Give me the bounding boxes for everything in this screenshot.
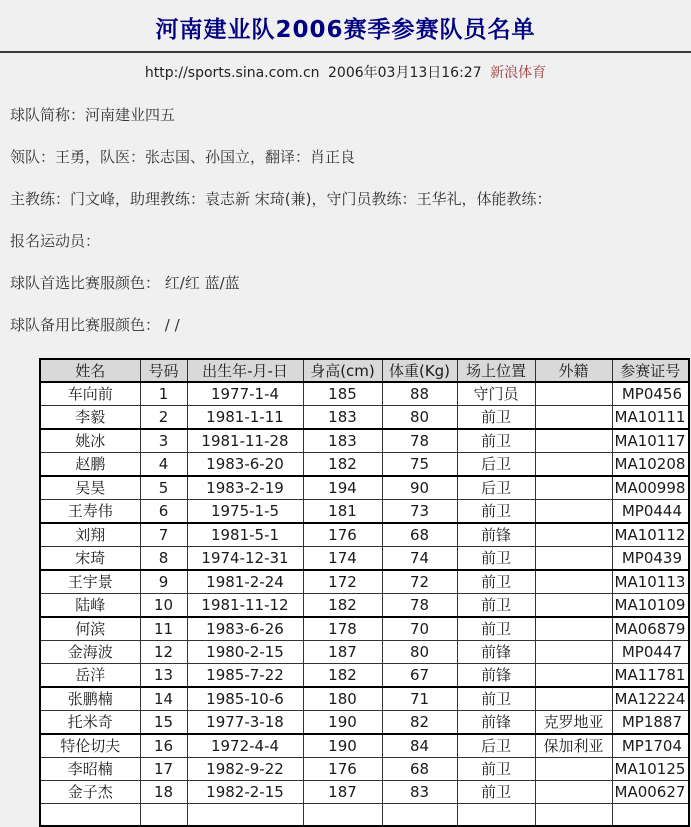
cell-reg-no: MP1887 [612,711,689,735]
cell-weight: 68 [382,758,457,781]
cell-weight: 83 [382,781,457,804]
cell-height: 182 [303,453,382,477]
cell-position: 前卫 [457,406,535,430]
table-row [40,429,689,453]
column-header-birth-date: 出生年-月-日 [187,359,303,382]
cell-position: 后卫 [457,476,535,500]
cell-reg-no: MA10125 [612,758,689,781]
cell-name: 刘翔 [40,523,140,547]
cell-weight: 88 [382,382,457,406]
cell-birth-date: 1981-2-24 [187,570,303,594]
cell-position: 前卫 [457,547,535,571]
column-header-name: 姓名 [40,359,140,382]
cell-nationality: 克罗地亚 [535,711,612,735]
cell-birth-date: 1975-1-5 [187,500,303,524]
column-header-height: 身高(cm) [303,359,382,382]
cell-empty [535,804,612,826]
cell-weight: 78 [382,594,457,618]
cell-name: 赵鹏 [40,453,140,477]
cell-reg-no: MA11781 [612,664,689,688]
team-info [0,106,691,334]
publish-datetime: 2006年03月13日16:27 [328,65,482,81]
cell-birth-date: 1980-2-15 [187,641,303,664]
cell-weight: 73 [382,500,457,524]
cell-name: 姚冰 [40,429,140,453]
cell-reg-no: MA10109 [612,594,689,618]
cell-nationality [535,664,612,688]
roster-table [39,358,690,827]
cell-reg-no: MA10117 [612,429,689,453]
cell-position: 前卫 [457,781,535,804]
cell-name: 特伦切夫 [40,734,140,758]
cell-weight: 74 [382,547,457,571]
table-row [40,617,689,641]
table-row [40,664,689,688]
cell-weight: 90 [382,476,457,500]
cell-number: 2 [140,406,187,430]
cell-name: 何滨 [40,617,140,641]
cell-birth-date: 1981-11-28 [187,429,303,453]
cell-number: 3 [140,429,187,453]
cell-position: 前锋 [457,664,535,688]
cell-name: 吴昊 [40,476,140,500]
cell-number: 18 [140,781,187,804]
cell-number: 10 [140,594,187,618]
cell-birth-date: 1981-5-1 [187,523,303,547]
cell-reg-no: MP0444 [612,500,689,524]
cell-height: 185 [303,382,382,406]
cell-empty [187,804,303,826]
cell-position: 前锋 [457,711,535,735]
table-row [40,734,689,758]
cell-reg-no: MA06879 [612,617,689,641]
cell-birth-date: 1983-6-26 [187,617,303,641]
cell-name: 托米奇 [40,711,140,735]
table-row [40,406,689,430]
cell-weight: 80 [382,406,457,430]
cell-position: 前锋 [457,523,535,547]
cell-weight: 80 [382,641,457,664]
cell-height: 174 [303,547,382,571]
table-row [40,641,689,664]
table-row [40,781,689,804]
backup-kit-colors-line: 球队备用比赛服颜色： / / [10,316,180,334]
cell-reg-no: MA10113 [612,570,689,594]
cell-birth-date: 1977-1-4 [187,382,303,406]
cell-name: 王寿伟 [40,500,140,524]
cell-number: 5 [140,476,187,500]
cell-empty [612,804,689,826]
title-bar [0,0,691,51]
cell-height: 190 [303,734,382,758]
cell-position: 前卫 [457,429,535,453]
cell-position: 前卫 [457,758,535,781]
cell-name: 陆峰 [40,594,140,618]
cell-height: 194 [303,476,382,500]
cell-position: 后卫 [457,734,535,758]
cell-weight: 72 [382,570,457,594]
cell-weight: 84 [382,734,457,758]
column-header-position: 场上位置 [457,359,535,382]
table-row [40,523,689,547]
cell-nationality [535,453,612,477]
cell-reg-no: MA10112 [612,523,689,547]
cell-name: 王宇景 [40,570,140,594]
cell-name: 金海波 [40,641,140,664]
column-header-number: 号码 [140,359,187,382]
source-url: http://sports.sina.com.cn [144,65,320,81]
cell-weight: 68 [382,523,457,547]
cell-height: 182 [303,664,382,688]
cell-reg-no: MA00627 [612,781,689,804]
cell-empty [457,804,535,826]
cell-height: 172 [303,570,382,594]
table-row [40,547,689,571]
cell-name: 岳洋 [40,664,140,688]
cell-number: 1 [140,382,187,406]
cell-nationality [535,594,612,618]
cell-birth-date: 1972-4-4 [187,734,303,758]
cell-nationality [535,523,612,547]
cell-number: 16 [140,734,187,758]
cell-reg-no: MP0439 [612,547,689,571]
cell-height: 187 [303,641,382,664]
cell-weight: 67 [382,664,457,688]
cell-position: 守门员 [457,382,535,406]
cell-reg-no: MP1704 [612,734,689,758]
cell-weight: 82 [382,711,457,735]
cell-height: 181 [303,500,382,524]
table-row [40,500,689,524]
title-divider [0,51,691,53]
cell-reg-no: MA00998 [612,476,689,500]
cell-number: 12 [140,641,187,664]
cell-nationality [535,406,612,430]
table-row [40,382,689,406]
cell-reg-no: MA12224 [612,687,689,711]
cell-empty [382,804,457,826]
column-header-reg-no: 参赛证号 [612,359,689,382]
cell-name: 李昭楠 [40,758,140,781]
cell-empty [40,804,140,826]
cell-weight: 70 [382,617,457,641]
primary-kit-colors-line: 球队首选比赛服颜色： 红/红 蓝/蓝 [10,274,240,292]
cell-nationality: 保加利亚 [535,734,612,758]
cell-birth-date: 1985-10-6 [187,687,303,711]
cell-height: 180 [303,687,382,711]
cell-empty [140,804,187,826]
cell-weight: 78 [382,429,457,453]
cell-name: 宋琦 [40,547,140,571]
cell-number: 4 [140,453,187,477]
team-short-name-line: 球队简称：河南建业四五 [10,106,176,124]
cell-birth-date: 1985-7-22 [187,664,303,688]
cell-nationality [535,500,612,524]
cell-height: 183 [303,406,382,430]
cell-height: 176 [303,758,382,781]
cell-number: 9 [140,570,187,594]
cell-weight: 75 [382,453,457,477]
cell-birth-date: 1974-12-31 [187,547,303,571]
cell-nationality [535,617,612,641]
cell-birth-date: 1981-11-12 [187,594,303,618]
table-row [40,570,689,594]
cell-number: 14 [140,687,187,711]
cell-nationality [535,687,612,711]
cell-birth-date: 1983-6-20 [187,453,303,477]
cell-height: 176 [303,523,382,547]
cell-reg-no: MP0456 [612,382,689,406]
table-row [40,711,689,735]
cell-reg-no: MA10208 [612,453,689,477]
column-header-nationality: 外籍 [535,359,612,382]
cell-number: 17 [140,758,187,781]
team-leader-line: 领队：王勇，队医：张志国、孙国立，翻译：肖正良 [10,148,356,166]
coaches-line: 主教练：门文峰，助理教练：袁志新 宋琦(兼)，守门员教练：王华礼，体能教练： [10,190,552,208]
cell-birth-date: 1977-3-18 [187,711,303,735]
cell-position: 前卫 [457,687,535,711]
cell-nationality [535,476,612,500]
table-row [40,453,689,477]
article-meta [0,65,691,82]
cell-height: 187 [303,781,382,804]
page-title: 河南建业队2006赛季参赛队员名单 [155,17,536,43]
cell-position: 后卫 [457,453,535,477]
cell-reg-no: MP0447 [612,641,689,664]
cell-number: 11 [140,617,187,641]
table-row [40,687,689,711]
cell-nationality [535,758,612,781]
cell-height: 182 [303,594,382,618]
column-header-weight: 体重(Kg) [382,359,457,382]
cell-position: 前锋 [457,641,535,664]
cell-birth-date: 1982-9-22 [187,758,303,781]
table-row [40,476,689,500]
cell-nationality [535,641,612,664]
cell-name: 李毅 [40,406,140,430]
cell-reg-no: MA10111 [612,406,689,430]
cell-birth-date: 1982-2-15 [187,781,303,804]
cell-nationality [535,429,612,453]
cell-name: 金子杰 [40,781,140,804]
registered-players-line: 报名运动员： [10,232,101,250]
cell-number: 7 [140,523,187,547]
cell-height: 190 [303,711,382,735]
table-row [40,594,689,618]
cell-nationality [535,382,612,406]
cell-number: 6 [140,500,187,524]
cell-nationality [535,570,612,594]
cell-nationality [535,547,612,571]
cell-position: 前卫 [457,570,535,594]
cell-weight: 71 [382,687,457,711]
table-header-row [40,359,689,382]
cell-position: 前卫 [457,617,535,641]
cell-position: 前卫 [457,594,535,618]
cell-number: 8 [140,547,187,571]
table-row-clipped [40,804,689,826]
cell-empty [303,804,382,826]
cell-height: 183 [303,429,382,453]
cell-number: 15 [140,711,187,735]
cell-birth-date: 1983-2-19 [187,476,303,500]
cell-nationality [535,781,612,804]
cell-height: 178 [303,617,382,641]
cell-birth-date: 1981-1-11 [187,406,303,430]
table-row [40,758,689,781]
cell-position: 前卫 [457,500,535,524]
cell-number: 13 [140,664,187,688]
sina-sports-link[interactable]: 新浪体育 [490,65,547,81]
cell-name: 张鹏楠 [40,687,140,711]
cell-name: 车向前 [40,382,140,406]
